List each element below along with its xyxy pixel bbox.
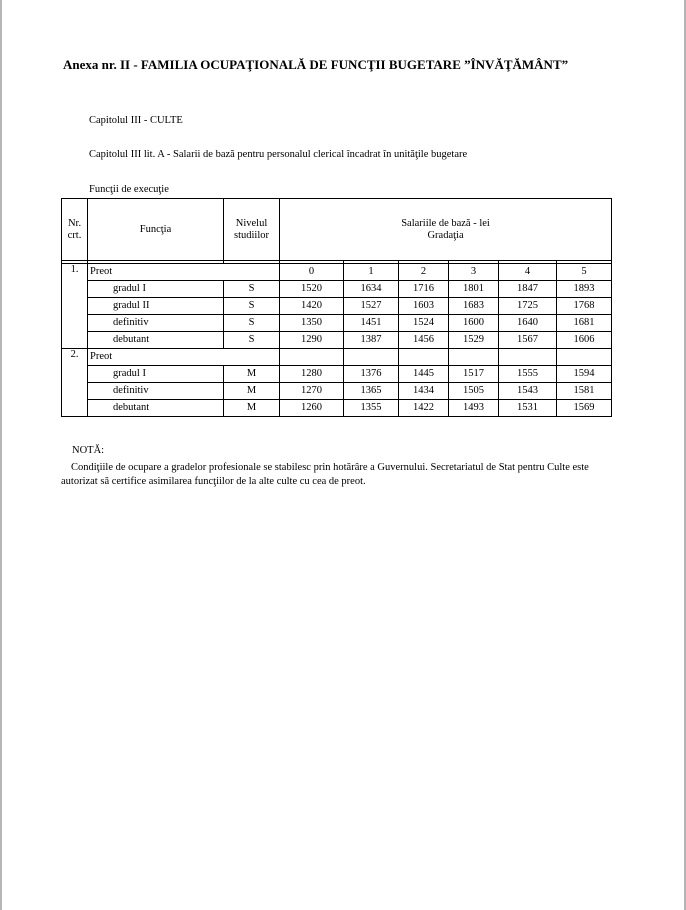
salary-value: 1529 bbox=[449, 332, 499, 349]
salary-value: 1520 bbox=[280, 281, 344, 298]
header-salarii bbox=[280, 199, 612, 261]
empty-cell bbox=[280, 349, 344, 366]
salary-value: 1681 bbox=[557, 315, 612, 332]
salary-value: 1420 bbox=[280, 298, 344, 315]
study-level: M bbox=[224, 383, 280, 400]
table-row bbox=[62, 383, 612, 400]
study-level: S bbox=[224, 281, 280, 298]
empty-cell bbox=[344, 349, 399, 366]
study-level: M bbox=[224, 366, 280, 383]
gradatie-header: 5 bbox=[557, 264, 612, 281]
table-row bbox=[62, 281, 612, 298]
empty-cell bbox=[499, 349, 557, 366]
salary-value: 1422 bbox=[399, 400, 449, 417]
header-functia: Funcţia bbox=[88, 199, 224, 261]
function-grade: debutant bbox=[88, 332, 224, 349]
group-function-name: Preot bbox=[88, 349, 280, 366]
table-row bbox=[62, 366, 612, 383]
salary-value: 1801 bbox=[449, 281, 499, 298]
table-group-row bbox=[62, 264, 612, 281]
function-grade: gradul I bbox=[88, 366, 224, 383]
salary-value: 1683 bbox=[449, 298, 499, 315]
salary-value: 1640 bbox=[499, 315, 557, 332]
salary-value: 1569 bbox=[557, 400, 612, 417]
salary-value: 1567 bbox=[499, 332, 557, 349]
salary-value: 1376 bbox=[344, 366, 399, 383]
salary-value: 1517 bbox=[449, 366, 499, 383]
study-level: S bbox=[224, 298, 280, 315]
salary-value: 1387 bbox=[344, 332, 399, 349]
section-heading: Funcţii de execuţie bbox=[89, 184, 169, 195]
salary-value: 1893 bbox=[557, 281, 612, 298]
empty-cell bbox=[449, 349, 499, 366]
salary-value: 1524 bbox=[399, 315, 449, 332]
salary-value: 1543 bbox=[499, 383, 557, 400]
salary-value: 1847 bbox=[499, 281, 557, 298]
study-level: M bbox=[224, 400, 280, 417]
salary-value: 1434 bbox=[399, 383, 449, 400]
study-level: S bbox=[224, 332, 280, 349]
gradatie-header: 1 bbox=[344, 264, 399, 281]
salary-value: 1725 bbox=[499, 298, 557, 315]
salary-value: 1594 bbox=[557, 366, 612, 383]
header-nr: Nr. crt. bbox=[62, 199, 88, 261]
note-text bbox=[61, 461, 611, 488]
chapter-heading: Capitolul III - CULTE bbox=[89, 115, 183, 126]
salary-table bbox=[61, 198, 612, 417]
header-nivel: Nivelul studiilor bbox=[224, 199, 280, 261]
subchapter-heading: Capitolul III lit. A - Salarii de bază pentru personalul clerical încadrat în unităţile bugetare bbox=[89, 149, 468, 160]
gradatie-header: 2 bbox=[399, 264, 449, 281]
function-grade: gradul I bbox=[88, 281, 224, 298]
header-salarii-line1: Salariile de bază - lei bbox=[401, 217, 490, 229]
salary-value: 1355 bbox=[344, 400, 399, 417]
salary-value: 1716 bbox=[399, 281, 449, 298]
empty-cell bbox=[399, 349, 449, 366]
row-number: 2. bbox=[62, 349, 88, 417]
row-number: 1. bbox=[62, 264, 88, 349]
function-grade: definitiv bbox=[88, 315, 224, 332]
salary-value: 1270 bbox=[280, 383, 344, 400]
salary-value: 1603 bbox=[399, 298, 449, 315]
table-row bbox=[62, 400, 612, 417]
document-title: Anexa nr. II - FAMILIA OCUPAŢIONALĂ DE FUNCŢII BUGETARE ”ÎNVĂŢĂMÂNT” bbox=[63, 57, 569, 72]
table-row bbox=[62, 332, 612, 349]
function-grade: debutant bbox=[88, 400, 224, 417]
salary-value: 1527 bbox=[344, 298, 399, 315]
salary-value: 1290 bbox=[280, 332, 344, 349]
header-salarii-line2: Gradaţia bbox=[427, 229, 464, 241]
salary-value: 1600 bbox=[449, 315, 499, 332]
salary-value: 1634 bbox=[344, 281, 399, 298]
salary-value: 1505 bbox=[449, 383, 499, 400]
table-header-row bbox=[62, 199, 612, 261]
function-grade: gradul II bbox=[88, 298, 224, 315]
table-row bbox=[62, 315, 612, 332]
note-title: NOTĂ: bbox=[72, 445, 105, 456]
note-body: Condiţiile de ocupare a gradelor profesionale se stabilesc prin hotărâre a Guvernului. Secretariatul de Stat pentru Culte este autorizat să certifice asimilarea funcţiilor de la alte culte cu cea de preot. bbox=[61, 462, 589, 487]
empty-cell bbox=[557, 349, 612, 366]
salary-value: 1606 bbox=[557, 332, 612, 349]
salary-value: 1456 bbox=[399, 332, 449, 349]
table-group-row bbox=[62, 349, 612, 366]
salary-value: 1768 bbox=[557, 298, 612, 315]
salary-value: 1445 bbox=[399, 366, 449, 383]
salary-value: 1531 bbox=[499, 400, 557, 417]
salary-value: 1493 bbox=[449, 400, 499, 417]
salary-value: 1451 bbox=[344, 315, 399, 332]
salary-value: 1350 bbox=[280, 315, 344, 332]
gradatie-header: 3 bbox=[449, 264, 499, 281]
study-level: S bbox=[224, 315, 280, 332]
group-function-name: Preot bbox=[88, 264, 280, 281]
gradatie-header: 4 bbox=[499, 264, 557, 281]
function-grade: definitiv bbox=[88, 383, 224, 400]
gradatie-header: 0 bbox=[280, 264, 344, 281]
salary-value: 1555 bbox=[499, 366, 557, 383]
salary-value: 1581 bbox=[557, 383, 612, 400]
page-border-left bbox=[0, 0, 2, 910]
table-row bbox=[62, 298, 612, 315]
salary-value: 1280 bbox=[280, 366, 344, 383]
salary-value: 1260 bbox=[280, 400, 344, 417]
salary-value: 1365 bbox=[344, 383, 399, 400]
